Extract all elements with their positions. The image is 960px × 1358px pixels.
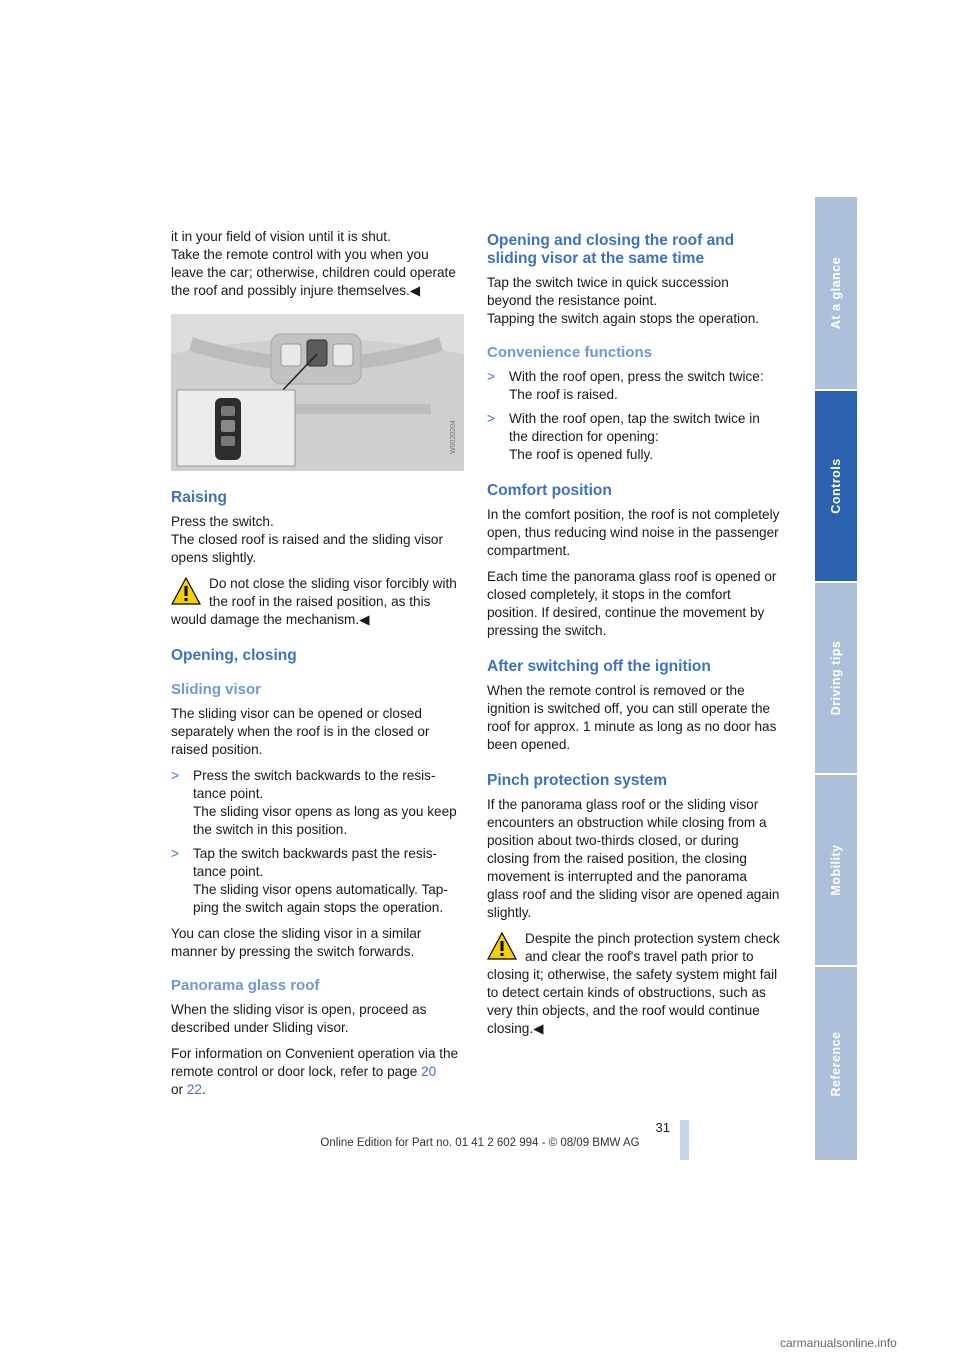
list-item: > With the roof open, press the switch twice: The roof is raised. — [487, 369, 764, 402]
convenience-heading: Convenience functions — [487, 344, 653, 361]
panorama-text: When the sliding visor is open, proceed as described under Sliding visor. — [171, 1002, 427, 1035]
comfort-text-2: Each time the panorama glass roof is opened or closed completely, it stops in the comfort position. If desired, continue the movement by pressing the switch. — [487, 569, 777, 638]
intro-paragraph: it in your field of vision until it is shut. Take the remote control with you when you leave the car; otherwise, children could operate the roof and possibly injure themselves.◀ — [171, 229, 456, 298]
page-link-20[interactable]: 20 — [421, 1064, 437, 1079]
panorama-reference: For information on Convenient operation via the remote control or door lock, refer to page 20 or 22. — [171, 1046, 459, 1097]
watermark: carmanualsonline.info — [780, 1336, 897, 1350]
same-time-heading: Opening and closing the roof and sliding visor at the same time — [487, 232, 735, 267]
comfort-text-1: In the comfort position, the roof is not completely open, thus reducing wind noise in the passenger compartment. — [487, 507, 780, 558]
list-item: > With the roof open, tap the switch twice in the direction for opening: The roof is opened fully. — [487, 411, 760, 462]
raising-heading: Raising — [171, 489, 227, 506]
pinch-text: If the panorama glass roof or the sliding visor encounters an obstruction while closing from a position about two-thirds closed, or during closing from the raised position, the closing movement is interrupted and the panorama glass roof and the sliding visor are opened again slightly. — [487, 797, 780, 920]
tab-controls[interactable]: Controls — [815, 391, 857, 581]
opening-closing-heading: Opening, closing — [171, 647, 297, 664]
list-item: > Tap the switch backwards past the resis- tance point. The sliding visor opens automatically. Tap- ping the switch again stops the operation. — [171, 846, 448, 915]
tab-reference[interactable]: Reference — [815, 967, 857, 1160]
footer-edition: Online Edition for Part no. 01 41 2 602 994 - © 08/09 BMW AG — [320, 1137, 640, 1149]
right-column — [487, 228, 780, 1046]
sliding-visor-close-text: You can close the sliding visor in a similar manner by pressing the switch forwards. — [171, 926, 422, 959]
page-link-22[interactable]: 22 — [186, 1082, 202, 1097]
sliding-visor-text: The sliding visor can be opened or closed separately when the roof is in the closed or raised position. — [171, 706, 430, 757]
figure-code: W0020204 — [450, 420, 457, 454]
roof-switch-figure — [171, 314, 464, 471]
warning-icon — [487, 932, 517, 960]
convenience-list — [487, 368, 780, 464]
tab-at-a-glance[interactable]: At a glance — [815, 197, 857, 389]
pinch-warning: Despite the pinch protection system check and clear the roof's travel path prior to closing it; otherwise, the safety system might fail to detect certain kinds of obstructions, such as very thin objects, and the roof would continue closing.◀ — [487, 931, 780, 1036]
tab-driving-tips[interactable]: Driving tips — [815, 583, 857, 773]
ignition-heading: After switching off the ignition — [487, 658, 711, 675]
sliding-visor-heading: Sliding visor — [171, 681, 262, 698]
tab-mobility[interactable]: Mobility — [815, 775, 857, 965]
raising-warning: Do not close the sliding visor forcibly with the roof in the raised position, as this would damage the mechanism.◀ — [171, 576, 457, 627]
panorama-heading: Panorama glass roof — [171, 977, 320, 994]
comfort-heading: Comfort position — [487, 482, 612, 499]
same-time-paragraph: Tap the switch twice in quick succession beyond the resistance point. Tapping the switch again stops the operation. — [487, 275, 760, 326]
pinch-heading: Pinch protection system — [487, 772, 668, 789]
sliding-visor-list — [171, 767, 464, 917]
ignition-text: When the remote control is removed or the ignition is switched off, you can still operate the roof for approx. 1 minute as long as no door has been opened. — [487, 683, 777, 752]
warning-icon — [171, 577, 201, 605]
page-number: 31 — [655, 1120, 670, 1135]
raising-paragraph: Press the switch. The closed roof is raised and the sliding visor opens slightly. — [171, 514, 444, 565]
left-column — [171, 228, 464, 1107]
list-item: > Press the switch backwards to the resis- tance point. The sliding visor opens as long as you keep the switch in this position. — [171, 768, 457, 837]
